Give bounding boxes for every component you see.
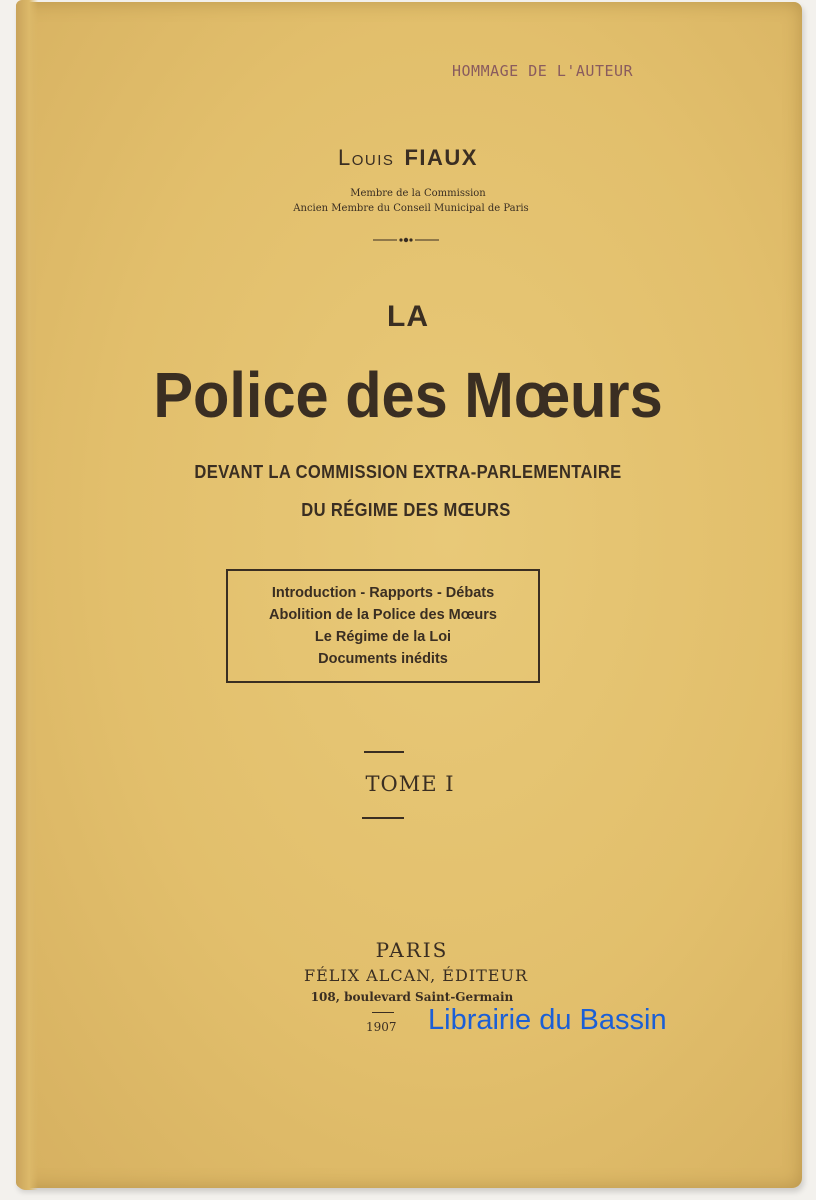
volume-rule-top <box>364 751 404 753</box>
imprint-year: 1907 <box>366 1020 397 1034</box>
contents-line-3: Le Régime de la Loi <box>314 629 452 645</box>
ornament-icon <box>371 235 441 245</box>
subtitle-line-2: DU RÉGIME DES MŒURS <box>301 500 511 520</box>
volume-rule-bottom <box>362 817 404 819</box>
bookseller-watermark: Librairie du Bassin <box>428 1004 667 1036</box>
worn-spine-edge <box>16 0 38 1190</box>
imprint-address: 108, boulevard Saint-Germain <box>310 990 514 1004</box>
contents-line-1: Introduction - Rapports - Débats <box>271 585 495 601</box>
volume-label: TOME I <box>365 772 455 796</box>
contents-box <box>226 569 540 683</box>
contents-line-4: Documents inédits <box>318 651 448 667</box>
imprint-city: PARIS <box>375 938 449 962</box>
contents-line-2: Abolition de la Police des Mœurs <box>269 607 497 623</box>
imprint-rule <box>372 1012 394 1013</box>
subtitle-line-1: DEVANT LA COMMISSION EXTRA-PARLEMENTAIRE <box>194 462 622 482</box>
author-name <box>0 145 816 171</box>
book-title: Police des Mœurs <box>153 359 663 431</box>
author-role-2: Ancien Membre du Conseil Municipal de Paris <box>293 203 529 214</box>
author-last-name: FIAUX <box>404 145 478 170</box>
author-first-name: Louis <box>338 145 395 170</box>
author-role-1: Membre de la Commission <box>350 188 486 199</box>
title-article: LA <box>387 300 429 333</box>
ornament-divider <box>0 230 814 249</box>
imprint-publisher: FÉLIX ALCAN, ÉDITEUR <box>303 966 529 985</box>
dedication-stamp: HOMMAGE DE L'AUTEUR <box>452 62 634 80</box>
